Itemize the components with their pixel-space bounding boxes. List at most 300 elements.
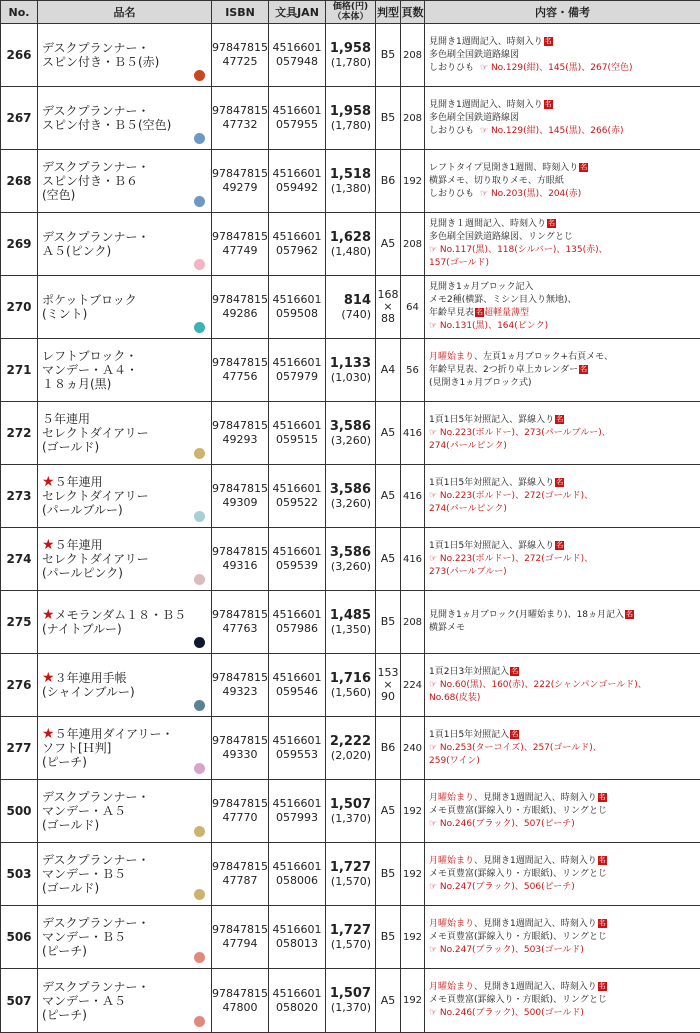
note-line [429,244,696,257]
format-size: B5 [376,591,401,654]
item-number: 269 [1,213,38,276]
price-with-tax: 1,628 [326,230,371,245]
page-count: 416 [401,402,425,465]
table-body [1,24,700,1033]
note-line [429,692,696,705]
note-line [429,351,696,364]
isbn-code: 97847815 49323 [212,654,269,717]
note-line [429,477,696,490]
jan-code: 4516601 058020 [269,969,326,1033]
jan-code: 4516601 058006 [269,843,326,906]
price-base: (740) [326,308,371,322]
note-line [429,679,696,692]
page-count: 240 [401,717,425,780]
price-with-tax: 814 [326,293,371,308]
note-text: しおりひも [429,63,474,73]
name-print-badge: 名 [555,478,564,487]
format-size: 153 × 90 [376,654,401,717]
note-line [429,281,696,294]
product-name-cell [38,150,212,213]
product-name-cell [38,591,212,654]
note-line [429,162,696,175]
price-cell [326,843,376,906]
price-cell [326,969,376,1033]
isbn-code: 97847815 47787 [212,843,269,906]
note-line [429,294,696,307]
color-swatch [194,196,205,207]
cross-reference: ☞ No.129(紺)、145(黒)、266(赤) [480,126,623,136]
note-line [429,729,696,742]
notes-cell [425,969,700,1033]
product-name-cell [38,465,212,528]
note-line [429,414,696,427]
format-size: A5 [376,402,401,465]
product-name: デスクプランナー・ マンデー・Ｂ５ (ゴールド) [42,853,207,895]
isbn-code: 97847815 49293 [212,402,269,465]
star-icon: ★ [42,726,55,742]
format-size: B5 [376,24,401,87]
product-name: メモランダム１８・Ｂ５ (ナイトブルー) [42,608,186,636]
header-isbn: ISBN [212,1,269,24]
note-text: ☞ No.223(ボルドー)、272(ゴールド)、 [429,554,593,564]
page-count: 208 [401,24,425,87]
note-line [429,818,696,831]
note-text-rest: 、見開き1週間記入、時刻入り [474,793,597,803]
price-with-tax: 3,586 [326,482,371,497]
isbn-code: 97847815 49316 [212,528,269,591]
note-line [429,218,696,231]
page-count: 224 [401,654,425,717]
price-cell [326,402,376,465]
item-number: 276 [1,654,38,717]
item-number: 272 [1,402,38,465]
price-with-tax: 3,586 [326,419,371,434]
page-count: 192 [401,969,425,1033]
jan-code: 4516601 059508 [269,276,326,339]
notes-cell [425,906,700,969]
cross-reference: ☞ No.203(黒)、204(赤) [480,189,581,199]
cross-reference: ☞ No.129(紺)、145(黒)、267(空色) [480,63,632,73]
star-icon: ★ [42,670,55,686]
isbn-code: 97847815 47794 [212,906,269,969]
item-number: 507 [1,969,38,1033]
note-text: 横罫メモ、切り取りメモ、方眼紙 [429,176,564,186]
format-size: A5 [376,528,401,591]
price-cell [326,339,376,402]
note-text: レフトタイプ見開き1週間、時刻入り [429,163,578,173]
notes-cell [425,654,700,717]
note-line [429,868,696,881]
notes-cell [425,528,700,591]
price-cell [326,24,376,87]
note-line [429,62,696,75]
note-line [429,112,696,125]
note-line [429,622,696,635]
table-row [1,591,700,654]
price-base: (1,480) [326,245,371,259]
price-with-tax: 2,222 [326,734,371,749]
price-with-tax: 1,485 [326,608,371,623]
table-row [1,402,700,465]
note-line [429,188,696,201]
isbn-code: 97847815 47800 [212,969,269,1033]
price-cell [326,150,376,213]
note-text: No.68(皮装) [429,693,480,703]
note-line [429,49,696,62]
note-line [429,427,696,440]
header-type: 判型 [376,1,401,24]
table-row [1,717,700,780]
note-text: 1頁1日5年対照記入、罫線入り [429,541,554,551]
price-with-tax: 1,727 [326,923,371,938]
note-line [429,307,696,320]
table-row [1,150,700,213]
name-print-badge: 名 [598,793,607,802]
format-size: A5 [376,465,401,528]
page-count: 416 [401,465,425,528]
product-name: ３年連用手帳 (シャインブルー) [42,671,135,699]
star-icon: ★ [42,607,55,623]
price-cell [326,780,376,843]
notes-cell [425,213,700,276]
jan-code: 4516601 059546 [269,654,326,717]
price-base: (1,570) [326,938,371,952]
note-text: ☞ No.223(ボルドー)、273(パールブルー)、 [429,428,611,438]
jan-code: 4516601 057986 [269,591,326,654]
notes-cell [425,402,700,465]
item-number: 266 [1,24,38,87]
jan-code: 4516601 059492 [269,150,326,213]
color-swatch [194,889,205,900]
note-line [429,755,696,768]
product-name-cell [38,24,212,87]
note-line [429,994,696,1007]
note-text: ☞ No.246(ブラック)、507(ピーチ) [429,819,575,829]
product-name: デスクプランナー・ スピン付き・Ｂ５(空色) [42,104,207,132]
note-line [429,931,696,944]
price-with-tax: 1,958 [326,41,371,56]
name-print-badge: 名 [510,667,519,676]
note-text: 月曜始まり [429,856,474,866]
note-text: 1頁1日5年対照記入、罫線入り [429,478,554,488]
name-print-badge: 名 [544,37,553,46]
product-name: デスクプランナー・ マンデー・Ａ５ (ゴールド) [42,790,207,832]
note-text-rest: 、見開き1週間記入、時刻入り [474,919,597,929]
isbn-code: 97847815 49279 [212,150,269,213]
note-text: 見開き1週間記入、時刻入り [429,37,543,47]
note-text: 274(パールピンク) [429,504,507,514]
format-size: B5 [376,843,401,906]
jan-code: 4516601 059553 [269,717,326,780]
price-base: (1,380) [326,182,371,196]
note-text: 月曜始まり [429,352,474,362]
price-base: (1,350) [326,623,371,637]
product-name-cell [38,276,212,339]
item-number: 500 [1,780,38,843]
page-count: 208 [401,591,425,654]
page-count: 64 [401,276,425,339]
format-size: A5 [376,213,401,276]
product-name: ５年連用 セレクトダイアリー (パールブルー) [42,475,149,517]
note-text: 見開き1ヵ月ブロック記入 [429,282,534,292]
table-row [1,213,700,276]
notes-cell [425,24,700,87]
notes-cell [425,843,700,906]
product-name-cell [38,906,212,969]
name-print-badge: 名 [547,219,556,228]
item-number: 273 [1,465,38,528]
page-count: 208 [401,87,425,150]
item-number: 503 [1,843,38,906]
item-number: 275 [1,591,38,654]
page-count: 192 [401,906,425,969]
item-number: 267 [1,87,38,150]
price-with-tax: 1,133 [326,356,371,371]
isbn-code: 97847815 47725 [212,24,269,87]
note-text: 1頁1日5年対照記入 [429,730,509,740]
feature-highlight: 超軽量薄型 [484,308,529,318]
product-name: デスクプランナー・ スピン付き・Ｂ６ (空色) [42,160,207,202]
color-swatch [194,322,205,333]
note-line [429,1007,696,1020]
notes-cell [425,87,700,150]
note-text: 横罫メモ [429,623,465,633]
price-cell [326,87,376,150]
price-cell [326,591,376,654]
item-number: 274 [1,528,38,591]
table-row [1,276,700,339]
product-name: デスクプランナー・ マンデー・Ｂ５ (ピーチ) [42,916,207,958]
note-text-rest: 、見開き1週間記入、時刻入り [474,982,597,992]
note-text: 259(ワイン) [429,756,480,766]
note-text: ☞ No.117(黒)、118(シルバー)、135(赤)、 [429,245,608,255]
note-line [429,944,696,957]
color-swatch [194,826,205,837]
name-print-badge: 名 [625,610,634,619]
name-print-badge: 名 [555,415,564,424]
price-with-tax: 1,727 [326,860,371,875]
note-line [429,175,696,188]
product-name-cell [38,843,212,906]
product-name-cell [38,969,212,1033]
note-text: 月曜始まり [429,919,474,929]
price-with-tax: 3,586 [326,545,371,560]
note-text: 見開き1週間記入、時刻入り [429,100,543,110]
header-no: No. [1,1,38,24]
table-row [1,87,700,150]
note-text: 273(パールブルー) [429,567,507,577]
product-name: デスクプランナー・ スピン付き・Ｂ５(赤) [42,41,207,69]
note-text: ☞ No.246(ブラック)、500(ゴールド) [429,1008,584,1018]
price-cell [326,906,376,969]
format-size: B5 [376,906,401,969]
note-line [429,881,696,894]
price-cell [326,717,376,780]
item-number: 506 [1,906,38,969]
note-text: 年齢早見表、2つ折り卓上カレンダー [429,365,578,375]
note-text: しおりひも [429,189,474,199]
note-text: 多色刷全国鉄道路線図 [429,113,519,123]
product-name: レフトブロック・ マンデー・Ａ４・ １８ヵ月(黒) [42,349,207,391]
note-text: ☞ No.247(ブラック)、506(ピーチ) [429,882,575,892]
price-base: (3,260) [326,560,371,574]
color-swatch [194,952,205,963]
note-text: 1頁1日5年対照記入、罫線入り [429,415,554,425]
item-number: 268 [1,150,38,213]
color-swatch [194,259,205,270]
note-text: ☞ No.247(ブラック)、503(ゴールド) [429,945,584,955]
star-icon: ★ [42,537,55,553]
price-base: (1,030) [326,371,371,385]
color-swatch [194,763,205,774]
format-size: B6 [376,717,401,780]
price-cell [326,213,376,276]
notes-cell [425,276,700,339]
jan-code: 4516601 057979 [269,339,326,402]
table-row [1,24,700,87]
note-line [429,36,696,49]
product-name-cell [38,654,212,717]
format-size: A5 [376,780,401,843]
price-with-tax: 1,507 [326,986,371,1001]
format-size: B5 [376,87,401,150]
note-line [429,377,696,390]
product-name: ５年連用 セレクトダイアリー (ゴールド) [42,412,207,454]
isbn-code: 97847815 47749 [212,213,269,276]
product-name-cell [38,528,212,591]
table-row [1,465,700,528]
table-row [1,843,700,906]
header-price: 価格(円) （本体） [326,1,376,24]
price-base: (1,570) [326,875,371,889]
notes-cell [425,717,700,780]
note-line [429,540,696,553]
note-text: メモ2種(横罫、ミシン目入り無地)、 [429,295,577,305]
isbn-code: 97847815 49309 [212,465,269,528]
product-name-cell [38,780,212,843]
note-text: 157(ゴールド) [429,258,489,268]
header-row [1,1,700,24]
price-cell [326,654,376,717]
price-base: (1,370) [326,812,371,826]
note-text: メモ頁豊富(罫線入り・方眼紙)、リングとじ [429,869,607,879]
product-name-cell [38,402,212,465]
note-line [429,440,696,453]
note-line [429,855,696,868]
price-base: (1,560) [326,686,371,700]
name-print-badge: 名 [555,541,564,550]
isbn-code: 97847815 47770 [212,780,269,843]
color-swatch [194,700,205,711]
star-icon: ★ [42,474,55,490]
table-row [1,906,700,969]
note-line [429,566,696,579]
table-row [1,339,700,402]
name-print-badge: 名 [579,163,588,172]
price-with-tax: 1,507 [326,797,371,812]
table-row [1,969,700,1033]
jan-code: 4516601 057993 [269,780,326,843]
note-text: 多色刷全国鉄道路線図 [429,50,519,60]
format-size: B6 [376,150,401,213]
note-text-rest: 、見開き1週間記入、時刻入り [474,856,597,866]
name-print-badge: 名 [544,100,553,109]
price-cell [326,276,376,339]
notes-cell [425,465,700,528]
notes-cell [425,339,700,402]
name-print-badge: 名 [598,919,607,928]
note-text: しおりひも [429,126,474,136]
note-text-rest: 、左頁1ヵ月ブロック+右頁メモ、 [474,352,613,362]
item-number: 270 [1,276,38,339]
price-base: (1,780) [326,56,371,70]
note-text: メモ頁豊富(罫線入り・方眼紙)、リングとじ [429,932,607,942]
color-swatch [194,448,205,459]
jan-code: 4516601 059522 [269,465,326,528]
product-name: ポケットブロック (ミント) [42,293,207,321]
note-text: 見開き1ヵ月ブロック(月曜始まり)、18ヵ月記入 [429,610,624,620]
isbn-code: 97847815 49286 [212,276,269,339]
note-line [429,125,696,138]
note-line [429,609,696,622]
note-line [429,666,696,679]
note-text: 1頁2日3年対照記入 [429,667,509,677]
color-swatch [194,574,205,585]
notes-cell [425,780,700,843]
jan-code: 4516601 058013 [269,906,326,969]
header-pages: 頁数 [401,1,425,24]
note-line [429,918,696,931]
note-line [429,320,696,333]
note-line [429,792,696,805]
header-notes: 内容・備考 [425,1,700,24]
product-name: デスクプランナー・ マンデー・Ａ５ (ピーチ) [42,980,207,1022]
color-swatch [194,637,205,648]
note-text: 月曜始まり [429,982,474,992]
note-line [429,490,696,503]
page-count: 56 [401,339,425,402]
jan-code: 4516601 057955 [269,87,326,150]
table-row [1,528,700,591]
note-line [429,742,696,755]
price-base: (3,260) [326,434,371,448]
isbn-code: 97847815 47763 [212,591,269,654]
page-count: 208 [401,213,425,276]
item-number: 271 [1,339,38,402]
note-text: 274(パールピンク) [429,441,507,451]
note-text: ☞ No.60(黒)、160(赤)、222(シャンパンゴールド)、 [429,680,647,690]
isbn-code: 97847815 47732 [212,87,269,150]
note-text: 月曜始まり [429,793,474,803]
name-print-badge: 名 [475,308,484,317]
price-cell [326,528,376,591]
format-size: A5 [376,969,401,1033]
note-text: 年齢早見表 [429,308,474,318]
note-text: 多色刷全国鉄道路線図、リングとじ [429,232,573,242]
format-size: A4 [376,339,401,402]
product-name: ５年連用 セレクトダイアリー (パールピンク) [42,538,149,580]
price-with-tax: 1,518 [326,167,371,182]
jan-code: 4516601 059539 [269,528,326,591]
price-with-tax: 1,958 [326,104,371,119]
jan-code: 4516601 059515 [269,402,326,465]
notes-cell [425,150,700,213]
product-name: ５年連用ダイアリー・ ソフト[Ｈ判] (ピーチ) [42,727,173,769]
header-jan: 文具JAN [269,1,326,24]
product-name: デスクプランナー・ Ａ５(ピンク) [42,230,207,258]
note-text: ☞ No.253(ターコイズ)、257(ゴールド)、 [429,743,602,753]
color-swatch [194,1016,205,1027]
